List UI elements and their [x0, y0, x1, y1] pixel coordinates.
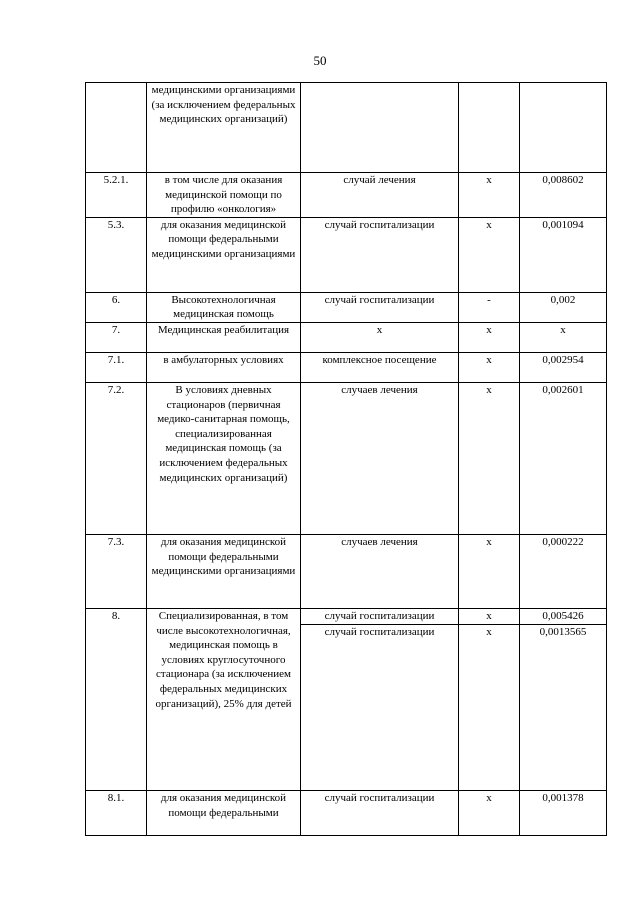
norm-cell: х [459, 173, 520, 218]
row-number-cell: 6. [86, 292, 147, 322]
unit-cell: случай лечения [301, 173, 459, 218]
norm-cell: х [459, 322, 520, 352]
row-number-cell: 7.1. [86, 352, 147, 382]
row-name-cell: для оказания медицинской помощи федеральными медицинскими организациями [147, 217, 301, 292]
row-name-cell: в том числе для оказания медицинской помощи по профилю «онкология» [147, 173, 301, 218]
norm-cell: - [459, 292, 520, 322]
unit-cell: х [301, 322, 459, 352]
page-number: 50 [313, 53, 327, 68]
norm-cell: х [459, 624, 520, 790]
row-name-cell: Специализированная, в том числе высокотехнологичная, медицинская помощь в условиях круглосуточного стационара (за исключением федеральных медицинских организаций), 25% для детей [147, 608, 301, 790]
row-number-cell: 8. [86, 608, 147, 790]
row-number-cell: 7.3. [86, 534, 147, 608]
norm-cell: х [459, 382, 520, 534]
table-row [86, 382, 607, 534]
table-row [86, 217, 607, 292]
norm-cell: х [459, 790, 520, 835]
table-row [86, 534, 607, 608]
norm-value-cell: 0,0013565 [520, 624, 607, 790]
norm-value-cell: 0,001378 [520, 790, 607, 835]
unit-cell: случаев лечения [301, 534, 459, 608]
norm-value-cell: х [520, 322, 607, 352]
norm-cell: х [459, 608, 520, 624]
table-row [86, 352, 607, 382]
unit-cell: комплексное посещение [301, 352, 459, 382]
norm-value-cell: 0,002 [520, 292, 607, 322]
table-row [86, 790, 607, 835]
row-number-cell [86, 83, 147, 173]
row-name-cell: медицинскими организациями (за исключением федеральных медицинских организаций) [147, 83, 301, 173]
norm-value-cell: 0,002954 [520, 352, 607, 382]
unit-cell: случай госпитализации [301, 790, 459, 835]
row-name-cell: для оказания медицинской помощи федеральными [147, 790, 301, 835]
row-name-cell: для оказания медицинской помощи федеральными медицинскими организациями [147, 534, 301, 608]
unit-cell [301, 83, 459, 173]
row-name-cell: Медицинская реабилитация [147, 322, 301, 352]
norm-value-cell: 0,001094 [520, 217, 607, 292]
table-row [86, 292, 607, 322]
table-row [86, 83, 607, 173]
table-row [86, 608, 607, 624]
row-name-cell: В условиях дневных стационаров (первичная медико-санитарная помощь, специализированная медицинская помощь (за исключением федеральных медицинских организаций) [147, 382, 301, 534]
unit-cell: случай госпитализации [301, 292, 459, 322]
norm-cell: х [459, 352, 520, 382]
row-number-cell: 5.2.1. [86, 173, 147, 218]
row-name-cell: в амбулаторных условиях [147, 352, 301, 382]
norm-value-cell: 0,002601 [520, 382, 607, 534]
norm-cell: х [459, 534, 520, 608]
unit-cell: случай госпитализации [301, 608, 459, 624]
norms-table [85, 82, 607, 836]
norm-value-cell: 0,000222 [520, 534, 607, 608]
unit-cell: случай госпитализации [301, 624, 459, 790]
row-number-cell: 7. [86, 322, 147, 352]
row-number-cell: 8.1. [86, 790, 147, 835]
norm-cell [459, 83, 520, 173]
norm-value-cell [520, 83, 607, 173]
row-name-cell: Высокотехнологичная медицинская помощь [147, 292, 301, 322]
row-number-cell: 7.2. [86, 382, 147, 534]
table-row [86, 173, 607, 218]
row-number-cell: 5.3. [86, 217, 147, 292]
norm-cell: х [459, 217, 520, 292]
norm-value-cell: 0,005426 [520, 608, 607, 624]
unit-cell: случай госпитализации [301, 217, 459, 292]
unit-cell: случаев лечения [301, 382, 459, 534]
norm-value-cell: 0,008602 [520, 173, 607, 218]
table-row [86, 322, 607, 352]
